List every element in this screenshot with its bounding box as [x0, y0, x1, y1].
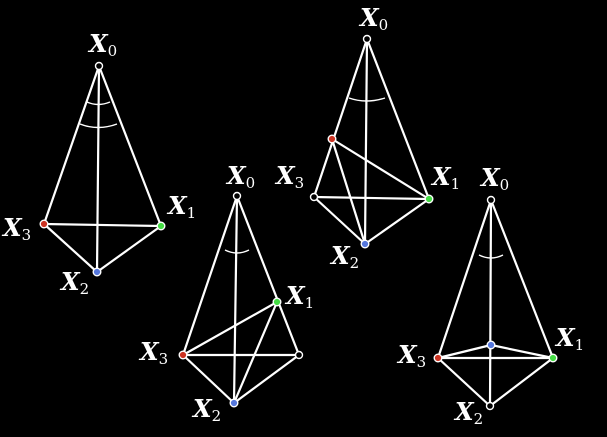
label-x0: X0: [227, 161, 256, 192]
vertex-x0: [364, 36, 371, 43]
label-x1: X1: [168, 191, 197, 222]
label-x2: X2: [61, 267, 90, 298]
edge-x0-x1: [491, 200, 553, 358]
label-x1: X1: [556, 323, 585, 354]
pyramid-top-left: [1, 29, 196, 298]
vertex-x1: [273, 298, 281, 306]
vertex-x1: [425, 195, 433, 203]
edge-x0-x2: [234, 196, 237, 403]
edge-x1-x3: [183, 302, 277, 355]
edge-x0-x1: [367, 39, 429, 199]
edge-x0-x3: [438, 200, 491, 358]
edge-center-x1: [491, 345, 553, 358]
edge-x0-x2: [365, 39, 367, 244]
label-x3: X3: [398, 340, 427, 371]
edge-x2-x1: [490, 358, 553, 406]
vertex-x2: [93, 268, 101, 276]
edge-x0-x2: [97, 66, 99, 272]
vertex-x3: [434, 354, 442, 362]
vertex-corner: [296, 352, 303, 359]
edge-x3-center: [438, 345, 491, 358]
label-x0: X0: [89, 29, 118, 60]
vertex-x3: [328, 135, 336, 143]
label-x0: X0: [360, 3, 389, 34]
edge-x3-x1: [332, 139, 429, 199]
vertex-x0: [234, 193, 241, 200]
label-x3: X3: [3, 213, 32, 244]
edge-x2-x1: [97, 226, 161, 272]
edge-x0-x2: [490, 200, 491, 406]
vertex-x1: [549, 354, 557, 362]
edge-x3-x1: [44, 224, 161, 226]
vertex-x3: [179, 351, 187, 359]
vertex-x0: [96, 63, 103, 70]
pyramid-top-right: [274, 3, 460, 272]
edge-x0-x3: [44, 66, 99, 224]
label-x2: X2: [331, 241, 360, 272]
vertex-x3: [40, 220, 48, 228]
vertex-x2: [361, 240, 369, 248]
label-x2: X2: [455, 397, 484, 428]
edge-x0-x1: [99, 66, 161, 226]
label-x1: X1: [432, 162, 461, 193]
edge-corner-x1: [314, 197, 429, 199]
label-x1: X1: [286, 281, 315, 312]
vertex-x1: [157, 222, 165, 230]
vertex-center: [487, 341, 495, 349]
label-x0: X0: [481, 163, 510, 194]
vertex-x2: [487, 403, 494, 410]
label-x3: X3: [276, 161, 305, 192]
edge-x3-x2: [44, 224, 97, 272]
label-x2: X2: [193, 394, 222, 425]
pyramid-bottom-middle: [138, 161, 314, 425]
vertex-corner: [311, 194, 318, 201]
edge-x0-corner: [237, 196, 299, 355]
vertex-x0: [488, 197, 495, 204]
vertex-x2: [230, 399, 238, 407]
edge-x0-corner: [314, 39, 367, 197]
edge-x2-x1: [365, 199, 429, 244]
label-x3: X3: [140, 337, 169, 368]
